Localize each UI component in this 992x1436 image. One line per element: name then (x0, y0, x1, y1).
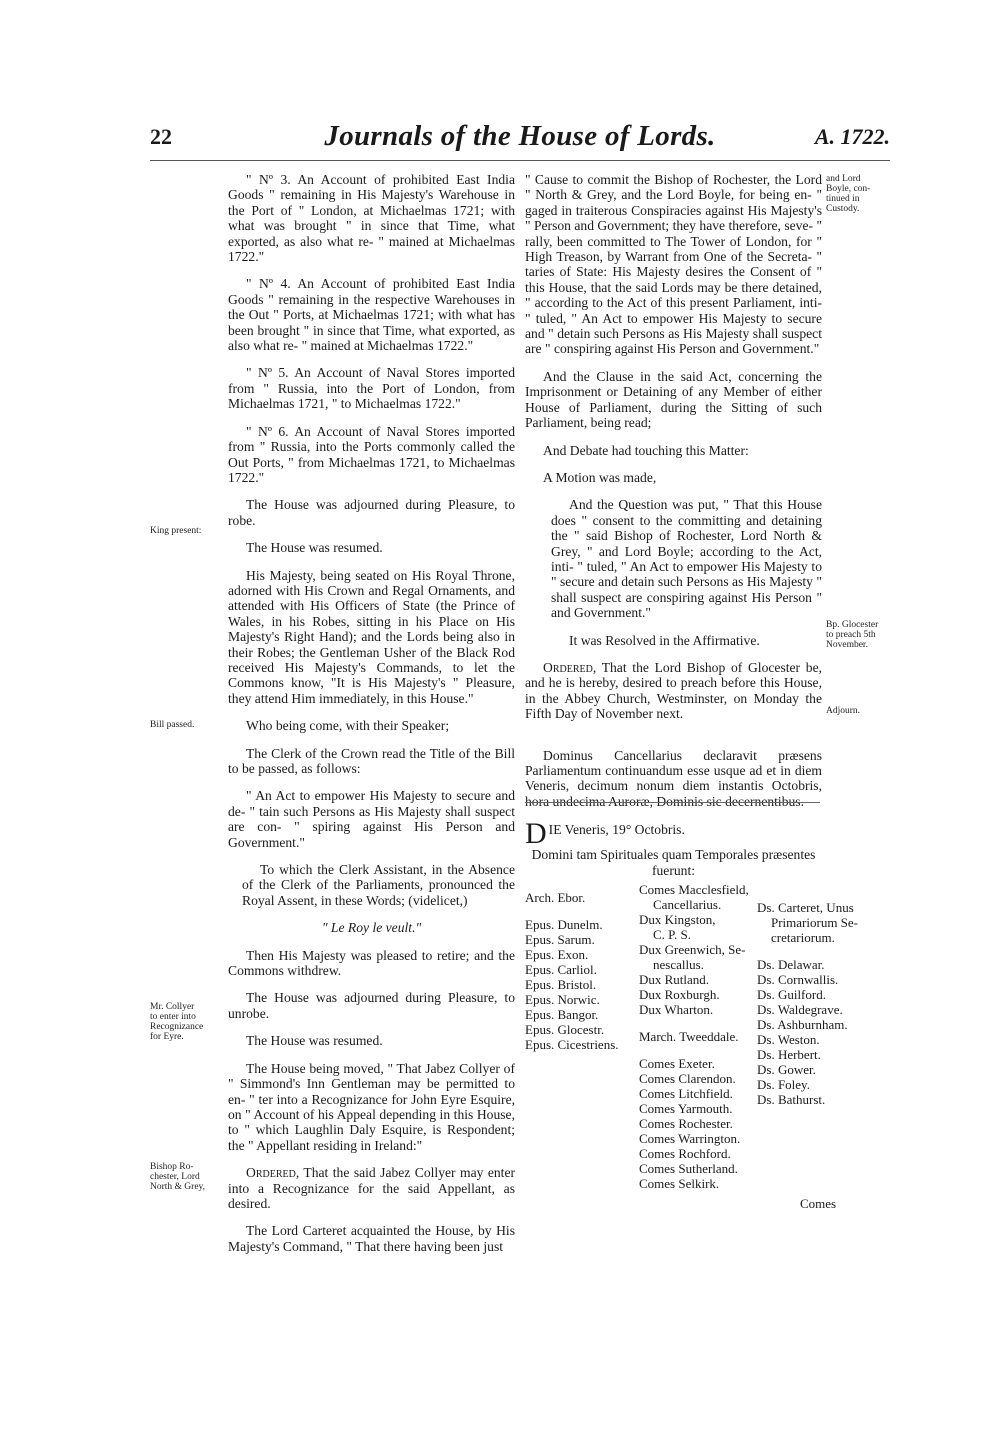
lord-entry: Cancellarius. (653, 897, 722, 913)
header-rule (150, 160, 890, 161)
lord-entry (757, 945, 847, 957)
lord-entry (639, 1044, 763, 1056)
section-divider (525, 802, 820, 803)
margin-glocester-line: November. (826, 640, 868, 650)
margin-bill-passed: Bill passed. (150, 720, 195, 730)
lord-entry: Ds. Guilford. (757, 987, 826, 1003)
retire-para: Then His Majesty was pleased to retire; and the Commons withdrew. (228, 947, 515, 979)
margin-collyer-line: Mr. Collyer (150, 1002, 195, 1012)
margin-bishop-line: Boyle, con- (826, 184, 871, 194)
collyer-order (228, 1165, 515, 1211)
page-title: Journals of the House of Lords. (324, 120, 716, 152)
left-column (228, 172, 515, 1266)
account-6: " Nº 6. An Account of Naval Stores imported from " Russia, into the Ports commonly called the Out Ports, " from Michaelmas 1721, to Michaelmas 1722." (228, 423, 515, 485)
account-3: " Nº 3. An Account of prohibited East India Goods " remaining in His Majesty's Warehouse in the Port of " London, at Michaelmas 1721; with what was brought " in since that Time, what exported, as also what re- " mained at Michaelmas 1722." (228, 172, 515, 265)
collyer-order-text: That the said Jabez Collyer may enter into a Recognizance for the said Appellant, as desired. (228, 1165, 516, 1211)
page-number: 22 (150, 124, 172, 149)
lord-entry: C. P. S. (653, 927, 691, 943)
resolved-para: It was Resolved in the Affirmative. (569, 632, 760, 648)
margin-collyer-line: Recognizance (150, 1022, 204, 1032)
le-roy-le-veult: " Le Roy le veult." (321, 920, 422, 936)
margin-king-present: King present: (150, 526, 202, 536)
lord-entry: Dux Roxburgh. (639, 987, 720, 1003)
die-heading (525, 817, 822, 850)
royal-assent-para: To which the Clerk Assistant, in the Absence of the Clerk of the Parliaments, pronounced the Royal Assent, in these Words; (videlicet,) (242, 862, 515, 908)
lord-entry: Comes Warrington. (639, 1131, 741, 1147)
lord-entry: Ds. Carteret, Unus (757, 900, 854, 916)
margin-bishop-line: tinued in (826, 194, 860, 204)
king-present-para: His Majesty, being seated on His Royal Throne, adorned with His Crown and Regal Ornaments, and attended with His Officers of State (the Prince of Wales, in his Robes, sitting in his Place on His Majesty's Right Hand); and the Lords being also in their Robes; the Gentleman Usher of the Black Rod received His Majesty's Commands, to let the Commons know, "It is His Majesty's " Pleasure, they attend Him immediately, in this House." (228, 567, 515, 706)
lord-entry: Epus. Carliol. (525, 962, 597, 978)
margin-bishop-right (826, 174, 892, 214)
house-resumed-2: The House was resumed. (246, 1033, 383, 1049)
die-veneris-section (525, 817, 859, 1192)
lord-entry: Epus. Norwic. (525, 992, 600, 1008)
lord-entry: Ds. Herbert. (757, 1047, 821, 1063)
lord-entry (639, 1017, 763, 1029)
lord-entry: Comes Macclesfield, (639, 882, 749, 898)
page-header (150, 122, 890, 158)
domini-heading: Domini tam Spirituales quam Temporales præsentes fuerunt: (531, 847, 816, 878)
margin-bishop-line: Custody. (826, 204, 860, 214)
cause-para: " Cause to commit the Bishop of Rochester, the Lord " North & Grey, and the Lord Boyle, for being en- " gaged in traiterous Conspiracies against His Majesty's " Person and Government; they have therefore, seve- " rally, been committed to The Tower of London, for " High Treason, by Warrant from One of the Secreta- " taries of State: His Majesty desires the Consent of " this House, that the said Lords may be there detained, " according to the Act of this present Parliament, inti- " tuled, " An Act to empower His Majesty to secure and " detain such Persons as His Majesty shall suspect are " conspiring against His Person and Government." (525, 172, 822, 357)
ordered-label: Ordered, (246, 1165, 300, 1181)
glocester-order (525, 660, 822, 722)
margin-glocester-line: Bp. Glocester (826, 620, 879, 630)
debate-para: And Debate had touching this Matter: (543, 442, 749, 458)
collyer-motion: The House being moved, " That Jabez Collyer of " Simmond's Inn Gentleman may be permitted to en- " ter into a Recognizance for John Eyre Esquire, on " Account of his Appeal depending in this House, to " which Laughlin Daly Esquire, is Respondent; the " Appellant residing in Ireland:" (228, 1060, 515, 1153)
lord-entry: Comes Rochester. (639, 1116, 733, 1132)
lord-entry: Primariorum Se- (771, 915, 859, 931)
margin-collyer-line: to enter into (150, 1012, 196, 1022)
ordered-label: Ordered, (543, 659, 597, 675)
lord-entry: Comes Clarendon. (639, 1071, 736, 1087)
lord-entry: Ds. Waldegrave. (757, 1002, 843, 1018)
lord-entry: Dux Kingston, (639, 912, 716, 928)
lord-entry: Epus. Bristol. (525, 977, 597, 993)
lord-entry: Ds. Ashburnham. (757, 1017, 848, 1033)
act-title: " An Act to empower His Majesty to secure and de- " tain such Persons as His Majesty shall suspect are con- " spiring against His Person and Government." (228, 788, 515, 850)
margin-bishop-line: North & Grey, (150, 1182, 206, 1192)
lord-entry: Comes Selkirk. (639, 1176, 720, 1192)
lords-column-temporal-1 (639, 882, 763, 1191)
lord-entry: Ds. Foley. (757, 1077, 810, 1093)
lord-entry: Epus. Exon. (525, 947, 589, 963)
lord-entry: nescallus. (653, 957, 704, 973)
catchword: Comes (800, 1196, 837, 1211)
account-4: " Nº 4. An Account of prohibited East India Goods " remaining in the respective Warehouses in the Out " Ports, at Michaelmas 1721; with what has been brought " in since that Time, what exported, as also what re- " mained at Michaelmas 1722." (228, 276, 515, 354)
question-para: And the Question was put, " That this House does " consent to the committing and detaining the " said Bishop of Rochester, Lord North & Grey, " and Lord Boyle; according to the Act, inti- " tuled, " An Act to empower His Majesty to " secure and detain such Persons as His Majesty " shall suspect are conspiring against His Person " and Government." (551, 497, 822, 621)
right-column (525, 172, 822, 821)
lord-entry: Dux Wharton. (639, 1002, 714, 1018)
lord-entry: Epus. Cicestriens. (525, 1037, 619, 1053)
margin-collyer (150, 1002, 226, 1042)
lord-entry: Ds. Cornwallis. (757, 972, 839, 988)
page-year: A. 1722. (814, 124, 890, 149)
lord-entry: Comes Litchfield. (639, 1086, 733, 1102)
clause-para: And the Clause in the said Act, concerning the Imprisonment or Detaining of any Member of either House of Parliament, during the Sitting of such Parliament, being read; (525, 368, 822, 431)
margin-collyer-line: for Eyre. (150, 1032, 184, 1042)
lord-entry: Comes Rochford. (639, 1146, 731, 1162)
account-5: " Nº 5. An Account of Naval Stores imported from " Russia, into the Port of London, from Michaelmas 1721, " to Michaelmas 1722." (228, 365, 515, 412)
margin-bishop-line: and Lord (826, 174, 861, 184)
lord-entry: Ds. Bathurst. (757, 1092, 826, 1108)
lords-column-spiritual (525, 890, 643, 1052)
lords-present-list (525, 882, 859, 1192)
lord-entry: Ds. Gower. (757, 1062, 816, 1078)
die-heading-text: IE Veneris, 19° Octobris. (548, 822, 685, 837)
margin-glocester-line: to preach 5th (826, 630, 876, 640)
lords-column-temporal-2 (757, 900, 859, 1108)
margin-bishop-line: chester, Lord (150, 1172, 200, 1182)
dominus-para: Dominus Cancellarius declaravit præsens Parliamentum continuandum esse usque ad et in diem Veneris, decimum nonum diem instantis Octobris, hora undecima Auroræ, Dominis sic decernentibus. (525, 747, 822, 809)
drop-cap: D (525, 817, 547, 850)
margin-adjourn: Adjourn. (826, 706, 861, 716)
lord-entry: Epus. Bangor. (525, 1007, 599, 1023)
clerk-para: The Clerk of the Crown read the Title of the Bill to be passed, as follows: (228, 745, 515, 776)
adjourn-robe: The House was adjourned during Pleasure, to robe. (228, 497, 515, 528)
lord-entry: Ds. Delawar. (757, 957, 825, 973)
lord-entry: March. Tweeddale. (639, 1029, 739, 1045)
carteret-para: The Lord Carteret acquainted the House, by His Majesty's Command, " That there having been just (228, 1223, 515, 1254)
lord-entry: Epus. Glocestr. (525, 1022, 605, 1038)
margin-bishop-left (150, 1162, 226, 1192)
lord-entry: Ds. Weston. (757, 1032, 820, 1048)
lord-entry: Epus. Dunelm. (525, 917, 603, 933)
lord-entry: Comes Yarmouth. (639, 1101, 733, 1117)
lord-entry: cretariorum. (771, 930, 835, 946)
lord-entry: Dux Greenwich, Se- (639, 942, 746, 958)
lord-entry: Arch. Ebor. (525, 890, 586, 906)
lord-entry (525, 905, 643, 917)
speaker-para: Who being come, with their Speaker; (246, 718, 450, 734)
adjourn-unrobe: The House was adjourned during Pleasure, to unrobe. (228, 990, 515, 1021)
margin-bishop-line: Bishop Ro- (150, 1162, 194, 1172)
lord-entry: Comes Sutherland. (639, 1161, 738, 1177)
margin-glocester (826, 620, 892, 650)
house-resumed-1: The House was resumed. (246, 540, 383, 556)
lord-entry: Comes Exeter. (639, 1056, 715, 1072)
glocester-order-text: That the Lord Bishop of Glocester be, and he is hereby, desired to preach before this House, in the Abbey Church, Westminster, on Monday the Fifth Day of November next. (525, 659, 823, 722)
lord-entry: Dux Rutland. (639, 972, 710, 988)
lord-entry: Epus. Sarum. (525, 932, 595, 948)
motion-para: A Motion was made, (543, 469, 657, 485)
